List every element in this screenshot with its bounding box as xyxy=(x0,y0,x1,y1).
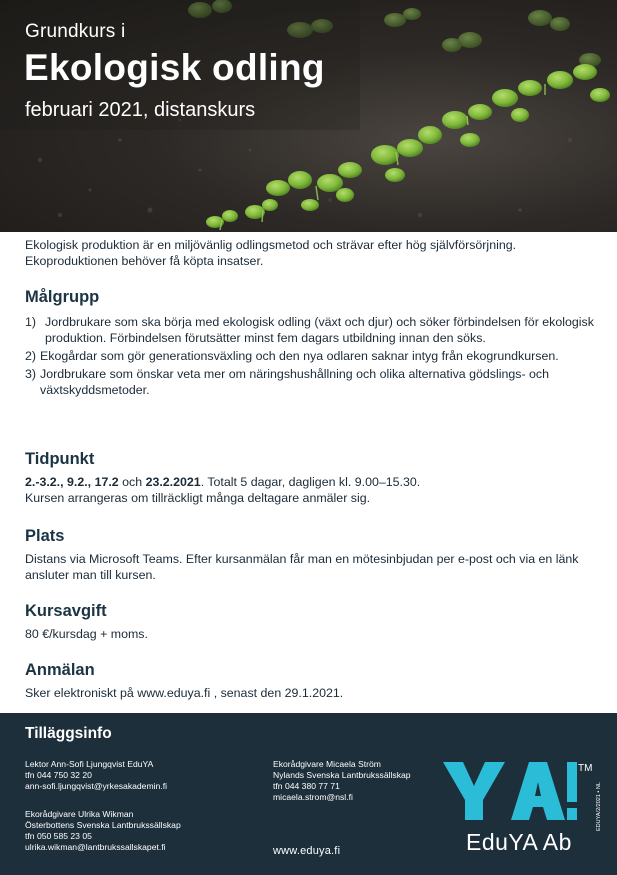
time-summary: . Totalt 5 dagar, dagligen kl. 9.00–15.30. xyxy=(200,475,421,489)
footer-heading: Tilläggsinfo xyxy=(25,725,112,742)
list-item xyxy=(25,366,600,398)
contact-org: Österbottens Svenska Lantbrukssällskap xyxy=(25,820,181,830)
document-code: EDUYA/2/2021 • NL xyxy=(596,782,602,831)
time-heading: Tidpunkt xyxy=(25,450,95,468)
target-group-list xyxy=(25,314,600,400)
fee-heading: Kursavgift xyxy=(25,602,107,620)
registration-heading: Anmälan xyxy=(25,661,95,679)
contact-email[interactable]: ann-sofi.ljungqvist@yrkesakademin.fi xyxy=(25,781,167,791)
time-details xyxy=(25,474,600,506)
time-last-date: 23.2.2021 xyxy=(145,475,201,489)
contact-phone: tfn 044 380 77 71 xyxy=(273,781,340,791)
time-dates-line xyxy=(25,474,600,490)
contact-email[interactable]: micaela.strom@nsl.fi xyxy=(273,792,353,802)
list-number: 2) xyxy=(25,349,37,363)
contact-card xyxy=(25,809,181,853)
list-number: 1) xyxy=(25,315,37,329)
footer xyxy=(0,713,617,875)
website-link[interactable]: www.eduya.fi xyxy=(273,845,341,857)
registration-text: Sker elektroniskt på www.eduya.fi , senast den 29.1.2021. xyxy=(25,686,344,700)
contact-name: Ekorådgivare Ulrika Wikman xyxy=(25,809,134,819)
trademark-mark: TM xyxy=(578,763,593,774)
contact-email[interactable]: ulrika.wikman@lantbrukssallskapet.fi xyxy=(25,842,166,852)
list-number: 3) xyxy=(25,367,37,381)
target-group-heading: Målgrupp xyxy=(25,288,100,306)
time-and: och xyxy=(118,475,146,489)
contact-org: Nylands Svenska Lantbrukssällskap xyxy=(273,770,411,780)
time-note: Kursen arrangeras om tillräckligt många deltagare anmäler sig. xyxy=(25,491,371,505)
eduya-logo-name: EduYA Ab xyxy=(466,829,572,855)
hero-banner xyxy=(0,0,617,232)
fee-text: 80 €/kursdag + moms. xyxy=(25,627,148,641)
page-title: Ekologisk odling xyxy=(24,47,325,88)
list-text: Jordbrukare som ska börja med ekologisk odling (växt och djur) och söker förbindelsen för ekologisk produktion. Förbindelsen förutsätter minst fem dagars utbildning innan den söks. xyxy=(45,315,594,345)
hero-kicker: Grundkurs i xyxy=(25,21,126,42)
list-text: Ekogårdar som gör generationsväxling och den nya odlaren saknar intyg från ekogrundkursen. xyxy=(40,349,559,363)
contact-name: Lektor Ann-Sofi Ljungqvist EduYA xyxy=(25,759,154,769)
contact-card xyxy=(25,759,167,792)
contact-card xyxy=(273,759,411,803)
contact-phone: tfn 050 585 23 05 xyxy=(25,831,92,841)
hero-subtitle: februari 2021, distanskurs xyxy=(25,99,256,121)
contact-phone: tfn 044 750 32 20 xyxy=(25,770,92,780)
time-dates: 2.-3.2., 9.2., 17.2 xyxy=(25,475,119,489)
place-heading: Plats xyxy=(25,527,65,545)
list-text: Jordbrukare som önskar veta mer om näringshushållning och olika alternativa gödslings- och växtskyddsmetoder. xyxy=(40,367,549,397)
contact-name: Ekorådgivare Micaela Ström xyxy=(273,759,381,769)
eduya-logo-mark xyxy=(441,760,577,822)
list-item xyxy=(25,314,600,346)
list-item xyxy=(25,348,600,364)
intro-paragraph: Ekologisk produktion är en miljövänlig odlingsmetod och strävar efter hög självförsörjning. Ekoproduktionen behöver få köpta insatser. xyxy=(25,238,517,268)
place-text: Distans via Microsoft Teams. Efter kursanmälan får man en mötesinbjudan per e-post och via en länk ansluter man till kursen. xyxy=(25,552,579,582)
